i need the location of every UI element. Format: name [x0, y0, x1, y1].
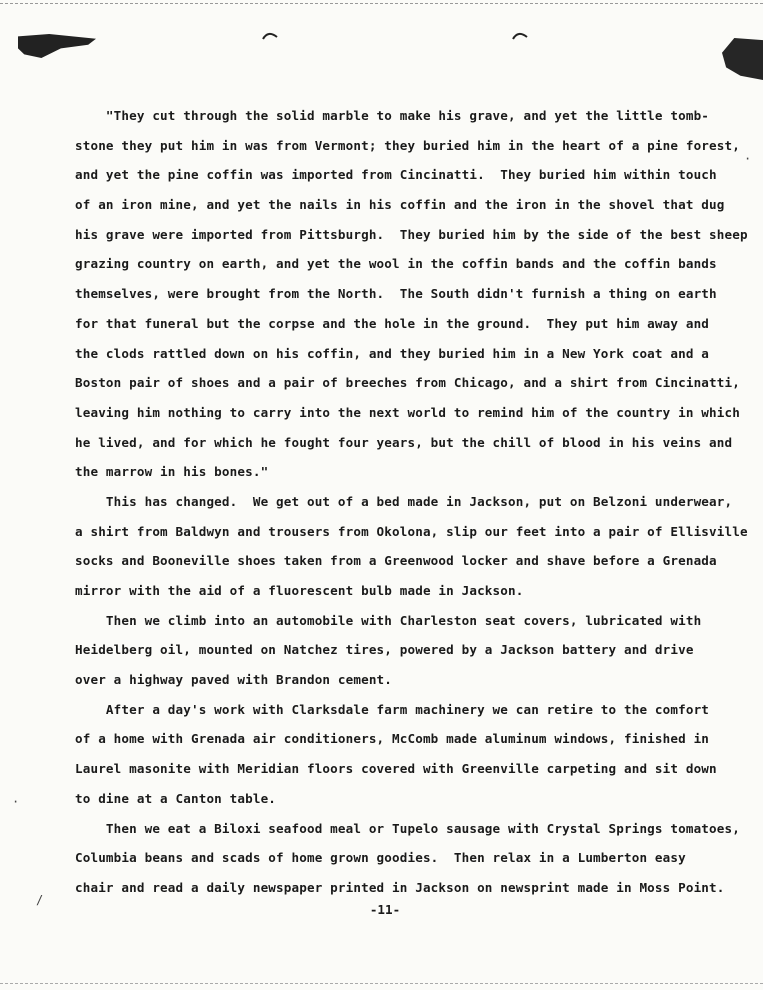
text-line: of a home with Grenada air conditioners, McComb made aluminum windows, finished in [75, 731, 710, 747]
text-line: themselves, were brought from the North. The South didn't furnish a thing on earth [75, 286, 717, 302]
text-line: stone they put him in was from Vermont; they buried him in the heart of a pine forest, [75, 137, 740, 153]
text-line: socks and Booneville shoes taken from a Greenwood locker and shave before a Grenada [75, 553, 717, 569]
text-line: This has changed. We get out of a bed made in Jackson, put on Belzoni underwear, [75, 493, 733, 509]
text-line: over a highway paved with Brandon cement. [75, 672, 393, 688]
scan-blot-right [722, 38, 763, 80]
scan-bottom-edge [0, 983, 763, 984]
text-line: Then we eat a Biloxi seafood meal or Tupelo sausage with Crystal Springs tomatoes, [75, 820, 740, 836]
scan-top-edge [0, 3, 763, 4]
text-line: After a day's work with Clarksdale farm machinery we can retire to the comfort [75, 701, 710, 717]
text-line: Boston pair of shoes and a pair of breeches from Chicago, and a shirt from Cincinatti, [75, 375, 740, 391]
text-line: Columbia beans and scads of home grown goodies. Then relax in a Lumberton easy [75, 850, 686, 866]
binder-hook-mark-right [512, 30, 528, 40]
text-line: his grave were imported from Pittsburgh. They buried him by the side of the best sheep [75, 226, 748, 242]
text-line: for that funeral but the corpse and the hole in the ground. They put him away and [75, 315, 710, 331]
text-line: the marrow in his bones." [75, 464, 269, 480]
stray-stroke: / [36, 893, 44, 907]
text-line: Laurel masonite with Meridian floors covered with Greenville carpeting and sit down [75, 761, 717, 777]
stray-dot: · [744, 152, 752, 166]
text-line: of an iron mine, and yet the nails in his coffin and the iron in the shovel that dug [75, 197, 725, 213]
binder-hook-mark-left [262, 30, 278, 40]
text-line: the clods rattled down on his coffin, and they buried him in a New York coat and a [75, 345, 710, 361]
text-line: a shirt from Baldwyn and trousers from Okolona, slip our feet into a pair of Ellisville [75, 523, 748, 539]
text-line: "They cut through the solid marble to make his grave, and yet the little tomb- [75, 108, 710, 123]
text-line: Heidelberg oil, mounted on Natchez tires, powered by a Jackson battery and drive [75, 642, 694, 658]
text-line: mirror with the aid of a fluorescent bulb made in Jackson. [75, 583, 524, 598]
body-text [75, 101, 748, 903]
text-line: to dine at a Canton table. [75, 790, 277, 806]
text-line: he lived, and for which he fought four years, but the chill of blood in his veins and [75, 434, 733, 450]
stray-dot: · [12, 795, 20, 809]
page-number: -11- [369, 902, 401, 917]
text-line: chair and read a daily newspaper printed in Jackson on newsprint made in Moss Point. [75, 879, 725, 895]
text-line: leaving him nothing to carry into the next world to remind him of the country in which [75, 404, 740, 420]
text-line: and yet the pine coffin was imported from Cincinatti. They buried him within touch [75, 167, 717, 183]
text-line: Then we climb into an automobile with Charleston seat covers, lubricated with [75, 612, 702, 628]
text-line: grazing country on earth, and yet the wool in the coffin bands and the coffin bands [75, 256, 717, 272]
scan-blot-left [18, 34, 96, 58]
